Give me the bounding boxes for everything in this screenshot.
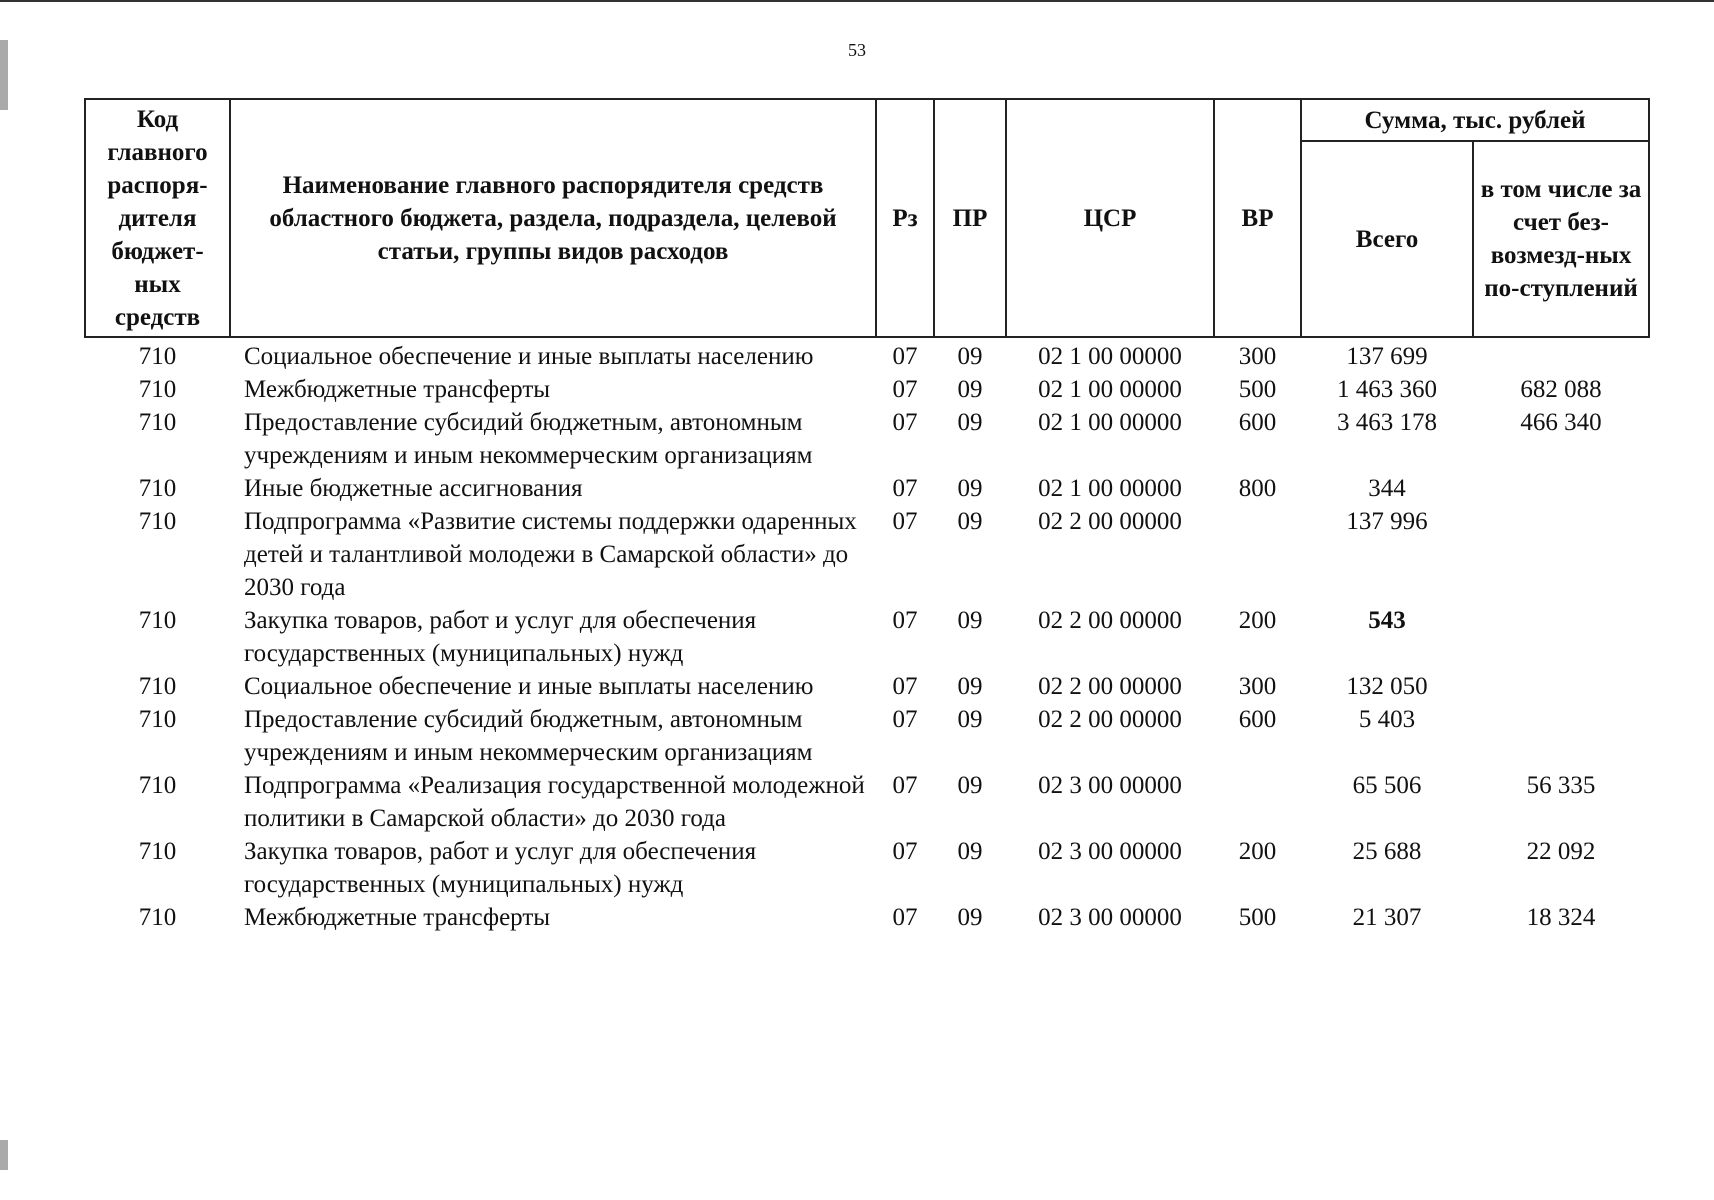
- cell-csr: 02 2 00 00000: [1038, 673, 1182, 700]
- cell-rz: 07: [892, 838, 918, 865]
- cell-name: Межбюджетные трансферты: [244, 376, 551, 403]
- cell-grant: 466 340: [1520, 409, 1602, 436]
- header-name: Наименование главного распорядителя средств областного бюджета, раздела, подраздела, целевой статьи, группы видов расходов: [230, 99, 876, 337]
- cell-pr: 09: [957, 508, 983, 535]
- header-csr: ЦСР: [1006, 99, 1214, 337]
- cell-pr: 09: [957, 607, 983, 634]
- cell-vr: 600: [1238, 706, 1277, 733]
- cell-code: 710: [138, 772, 177, 799]
- cell-code: 710: [138, 409, 177, 436]
- cell-code: 710: [138, 706, 177, 733]
- table-row: [85, 373, 1649, 406]
- cell-total: 137 699: [1346, 343, 1428, 370]
- header-vr: ВР: [1214, 99, 1301, 337]
- header-pr: ПР: [934, 99, 1006, 337]
- budget-table: [84, 98, 1650, 934]
- cell-code: 710: [138, 838, 177, 865]
- table-row: [85, 406, 1649, 472]
- cell-pr: 09: [957, 409, 983, 436]
- cell-csr: 02 3 00 00000: [1038, 904, 1182, 931]
- cell-vr: 200: [1238, 607, 1277, 634]
- table-row: [85, 670, 1649, 703]
- cell-total: 5 403: [1358, 706, 1416, 733]
- cell-pr: 09: [957, 772, 983, 799]
- cell-name: Закупка товаров, работ и услуг для обеспечения государственных (муниципальных) нужд: [244, 607, 757, 667]
- cell-total: 3 463 178: [1337, 409, 1437, 436]
- page-number: 53: [848, 40, 866, 60]
- cell-pr: 09: [957, 904, 983, 931]
- cell-pr: 09: [957, 475, 983, 502]
- cell-rz: 07: [892, 475, 918, 502]
- table-row: [85, 604, 1649, 670]
- cell-name: Подпрограмма «Реализация государственной молодежной политики в Самарской области» до 2030 года: [244, 772, 865, 832]
- cell-vr: 600: [1238, 409, 1277, 436]
- cell-name: Подпрограмма «Развитие системы поддержки одаренных детей и талантливой молодежи в Самарской области» до 2030 года: [244, 508, 857, 601]
- top-rule: [0, 0, 1714, 2]
- table-row: [85, 835, 1649, 901]
- cell-total: 21 307: [1352, 904, 1422, 931]
- table-row: [85, 901, 1649, 934]
- cell-vr: 300: [1238, 673, 1277, 700]
- cell-grant: [1473, 670, 1649, 703]
- header-sum: Сумма, тыс. рублей: [1301, 99, 1649, 141]
- cell-pr: 09: [957, 838, 983, 865]
- cell-rz: 07: [892, 508, 918, 535]
- cell-grant: 22 092: [1526, 838, 1596, 865]
- cell-rz: 07: [892, 343, 918, 370]
- cell-pr: 09: [957, 343, 983, 370]
- cell-code: 710: [138, 343, 177, 370]
- table-row: [85, 769, 1649, 835]
- cell-vr: 800: [1238, 475, 1277, 502]
- table-body: [85, 337, 1649, 934]
- header-grant: в том числе за счет без-возмезд-ных по-ступлений: [1473, 141, 1649, 337]
- cell-grant: [1473, 337, 1649, 373]
- cell-pr: 09: [957, 376, 983, 403]
- cell-total: 137 996: [1346, 508, 1428, 535]
- cell-code: 710: [138, 508, 177, 535]
- cell-vr: [1214, 505, 1301, 604]
- table-row: [85, 703, 1649, 769]
- cell-vr: [1214, 769, 1301, 835]
- cell-code: 710: [138, 673, 177, 700]
- header-rz: Рз: [876, 99, 934, 337]
- cell-grant: [1473, 604, 1649, 670]
- cell-rz: 07: [892, 772, 918, 799]
- table-row: [85, 472, 1649, 505]
- cell-csr: 02 3 00 00000: [1038, 838, 1182, 865]
- cell-grant: [1473, 472, 1649, 505]
- cell-name: Предоставление субсидий бюджетным, автономным учреждениям и иным некоммерческим организациям: [244, 409, 813, 469]
- cell-total: 65 506: [1352, 772, 1422, 799]
- cell-grant: [1473, 505, 1649, 604]
- scan-artifact: [0, 1140, 8, 1170]
- cell-csr: 02 1 00 00000: [1038, 343, 1182, 370]
- cell-name: Закупка товаров, работ и услуг для обеспечения государственных (муниципальных) нужд: [244, 838, 757, 898]
- table-header: [85, 99, 1649, 337]
- cell-name: Иные бюджетные ассигнования: [244, 475, 583, 502]
- cell-csr: 02 3 00 00000: [1038, 772, 1182, 799]
- cell-csr: 02 2 00 00000: [1038, 607, 1182, 634]
- cell-rz: 07: [892, 376, 918, 403]
- table-row: [85, 505, 1649, 604]
- cell-total: 1 463 360: [1337, 376, 1437, 403]
- header-code: Код главного распоря-дителя бюджет-ных средств: [85, 99, 230, 337]
- cell-grant: [1473, 703, 1649, 769]
- cell-vr: 500: [1238, 376, 1277, 403]
- cell-csr: 02 1 00 00000: [1038, 475, 1182, 502]
- cell-name: Межбюджетные трансферты: [244, 904, 551, 931]
- cell-vr: 500: [1238, 904, 1277, 931]
- cell-total: 25 688: [1352, 838, 1422, 865]
- cell-csr: 02 1 00 00000: [1038, 376, 1182, 403]
- cell-csr: 02 1 00 00000: [1038, 409, 1182, 436]
- cell-pr: 09: [957, 673, 983, 700]
- cell-code: 710: [138, 904, 177, 931]
- cell-pr: 09: [957, 706, 983, 733]
- cell-rz: 07: [892, 409, 918, 436]
- cell-name: Социальное обеспечение и иные выплаты населению: [244, 343, 814, 370]
- cell-total: 344: [1368, 475, 1406, 502]
- cell-csr: 02 2 00 00000: [1038, 508, 1182, 535]
- cell-code: 710: [138, 475, 177, 502]
- cell-name: Социальное обеспечение и иные выплаты населению: [244, 673, 814, 700]
- cell-total: 543: [1368, 607, 1406, 634]
- cell-total: 132 050: [1346, 673, 1428, 700]
- cell-code: 710: [138, 607, 177, 634]
- cell-grant: 56 335: [1526, 772, 1596, 799]
- cell-rz: 07: [892, 673, 918, 700]
- header-total: Всего: [1301, 141, 1473, 337]
- cell-grant: 18 324: [1526, 904, 1596, 931]
- cell-csr: 02 2 00 00000: [1038, 706, 1182, 733]
- cell-grant: 682 088: [1520, 376, 1602, 403]
- cell-rz: 07: [892, 706, 918, 733]
- cell-vr: 300: [1238, 343, 1277, 370]
- cell-name: Предоставление субсидий бюджетным, автономным учреждениям и иным некоммерческим организациям: [244, 706, 813, 766]
- cell-vr: 200: [1238, 838, 1277, 865]
- cell-code: 710: [138, 376, 177, 403]
- table-row: [85, 337, 1649, 373]
- cell-rz: 07: [892, 607, 918, 634]
- cell-rz: 07: [892, 904, 918, 931]
